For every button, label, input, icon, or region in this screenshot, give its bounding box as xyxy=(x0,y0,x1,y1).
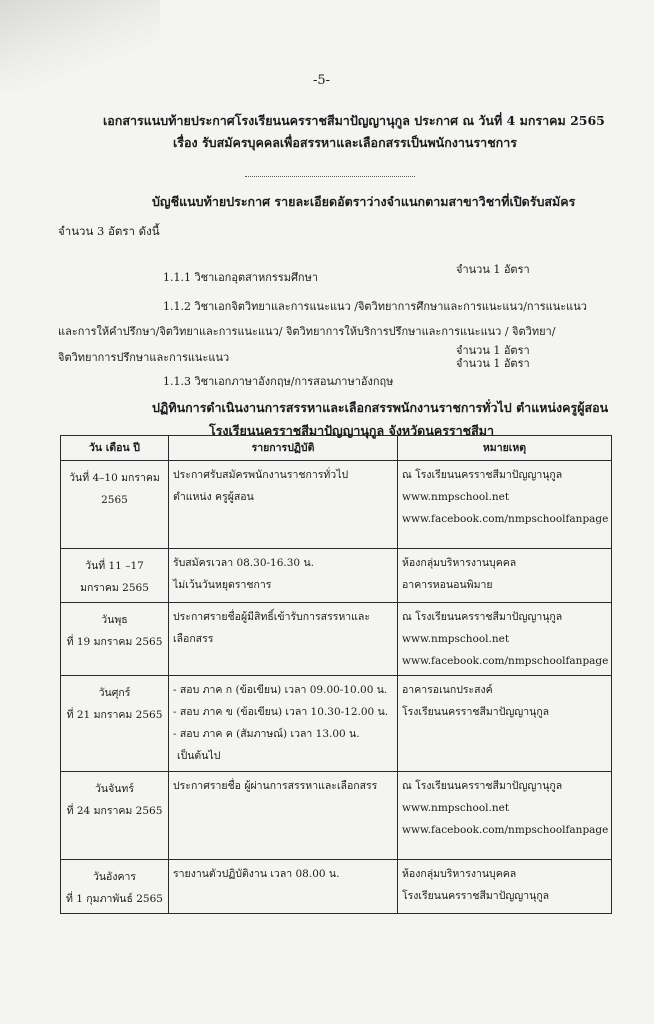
page-number: -5- xyxy=(313,73,331,88)
row-action: รายงานตัวปฏิบัติงาน เวลา 08.00 น. xyxy=(169,860,398,914)
table-row xyxy=(61,603,612,676)
schedule-table xyxy=(60,435,612,914)
header-line-1: เอกสารแนบท้ายประกาศโรงเรียนนครราชสีมาปัญญานุกูล ประกาศ ณ วันที่ 4 มกราคม 2565 xyxy=(103,113,605,128)
table-row xyxy=(61,772,612,860)
subject-1: 1.1.1 วิชาเอกอุตสาหกรรมศึกษา xyxy=(163,271,319,284)
table-row xyxy=(61,461,612,549)
row-note: ณ โรงเรียนนครราชสีมาปัญญานุกูล www.nmpschool.net www.facebook.com/nmpschoolfanpage xyxy=(398,603,612,676)
row-note: ณ โรงเรียนนครราชสีมาปัญญานุกูล www.nmpschool.net www.facebook.com/nmpschoolfanpage xyxy=(398,461,612,549)
row-note: ณ โรงเรียนนครราชสีมาปัญญานุกูล www.nmpschool.net www.facebook.com/nmpschoolfanpage xyxy=(398,772,612,860)
subject-2-qty: จำนวน 1 อัตรา xyxy=(456,344,530,357)
row-note: ห้องกลุ่มบริหารงานบุคคล อาคารหอนอนพิมาย xyxy=(398,549,612,603)
count-line: จำนวน 3 อัตรา ดังนี้ xyxy=(58,224,160,238)
row-action: รับสมัครเวลา 08.30-16.30 น. ไม่เว้นวันหยุดราชการ xyxy=(169,549,398,603)
table-row xyxy=(61,676,612,772)
schedule-title-line-2: โรงเรียนนครราชสีมาปัญญานุกูล จังหวัดนครราชสีมา xyxy=(209,423,495,438)
table-row xyxy=(61,549,612,603)
row-note: อาคารอเนกประสงค์ โรงเรียนนครราชสีมาปัญญานุกูล xyxy=(398,676,612,772)
subject-1-qty: จำนวน 1 อัตรา xyxy=(456,263,530,276)
table-header-row xyxy=(61,436,612,461)
table-row xyxy=(61,860,612,914)
row-action: ประกาศรับสมัครพนักงานราชการทั่วไป ตำแหน่ง ครูผู้สอน xyxy=(169,461,398,549)
row-date: วันศุกร์ ที่ 21 มกราคม 2565 xyxy=(61,676,169,772)
subject-2-line-1: 1.1.2 วิชาเอกจิตวิทยาและการแนะแนว /จิตวิทยาการศึกษาและการแนะแนว/การแนะแนว xyxy=(163,300,587,313)
header-line-2: เรื่อง รับสมัครบุคคลเพื่อสรรหาและเลือกสรรเป็นพนักงานราชการ xyxy=(173,135,517,150)
subject-3-qty: จำนวน 1 อัตรา xyxy=(456,357,530,370)
row-date: วันจันทร์ ที่ 24 มกราคม 2565 xyxy=(61,772,169,860)
header-note: หมายเหตุ xyxy=(398,436,612,461)
row-date: วันพุธ ที่ 19 มกราคม 2565 xyxy=(61,603,169,676)
row-action: ประกาศรายชื่อ ผู้ผ่านการสรรหาและเลือกสรร xyxy=(169,772,398,860)
header-date: วัน เดือน ปี xyxy=(61,436,169,461)
list-title: บัญชีแนบท้ายประกาศ รายละเอียดอัตราว่างจำแนกตามสาขาวิชาที่เปิดรับสมัคร xyxy=(152,194,576,209)
subject-2-line-2: และการให้คำปรึกษา/จิตวิทยาและการแนะแนว/ จิตวิทยาการให้บริการปรึกษาและการแนะแนว / จิตวิทยา/ xyxy=(58,325,556,338)
dotted-divider xyxy=(245,176,415,177)
row-date: วันที่ 4–10 มกราคม 2565 xyxy=(61,461,169,549)
schedule-title-line-1: ปฏิทินการดำเนินงานการสรรหาและเลือกสรรพนักงานราชการทั่วไป ตำแหน่งครูผู้สอน xyxy=(152,400,609,415)
header-action: รายการปฏิบัติ xyxy=(169,436,398,461)
subject-2-line-3: จิตวิทยาการปรึกษาและการแนะแนว xyxy=(58,351,230,364)
row-action: - สอบ ภาค ก (ข้อเขียน) เวลา 09.00-10.00 น. - สอบ ภาค ข (ข้อเขียน) เวลา 10.30-12.00 น. - สอบ ภาค ค (สัมภาษณ์) เวลา 13.00 น. เป็นต้นไป xyxy=(169,676,398,772)
row-note: ห้องกลุ่มบริหารงานบุคคล โรงเรียนนครราชสีมาปัญญานุกูล xyxy=(398,860,612,914)
page-fold-shadow xyxy=(0,0,160,90)
row-date: วันอังคาร ที่ 1 กุมภาพันธ์ 2565 xyxy=(61,860,169,914)
subject-3: 1.1.3 วิชาเอกภาษาอังกฤษ/การสอนภาษาอังกฤษ xyxy=(163,375,394,388)
row-date: วันที่ 11 –17 มกราคม 2565 xyxy=(61,549,169,603)
row-action: ประกาศรายชื่อผู้มีสิทธิ์เข้ารับการสรรหาและ เลือกสรร xyxy=(169,603,398,676)
